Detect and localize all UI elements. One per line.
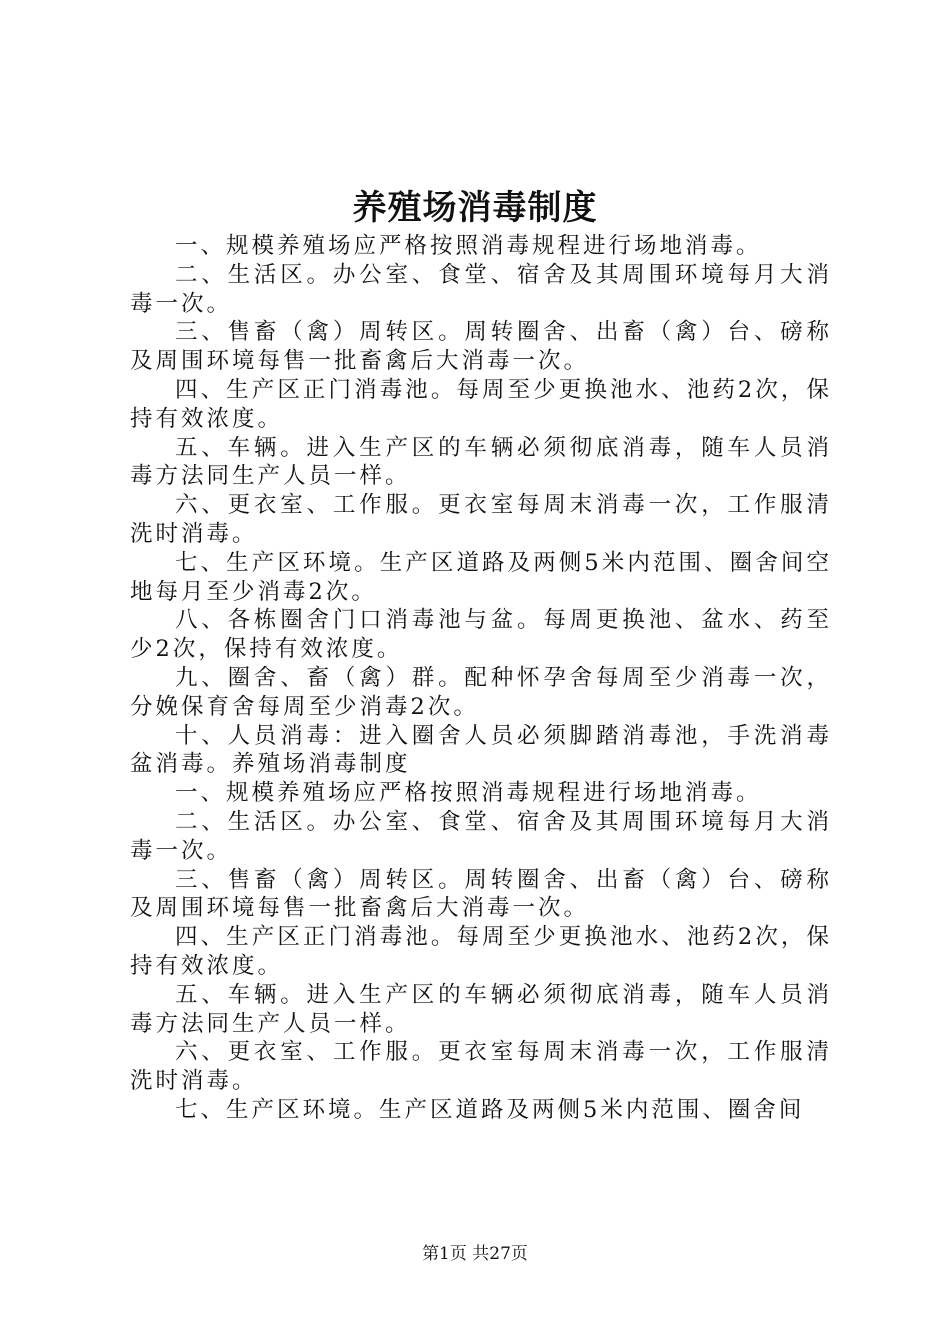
paragraph: 三、售畜（禽）周转区。周转圈舍、出畜（禽）台、磅称及周围环境每售一批畜禽后大消毒一次。 (130, 319, 832, 375)
paragraph: 十、人员消毒：进入圈舍人员必须脚踏消毒池，手洗消毒盆消毒。养殖场消毒制度 (130, 722, 832, 778)
paragraph: 一、规模养殖场应严格按照消毒规程进行场地消毒。 (175, 780, 762, 807)
paragraph: 二、生活区。办公室、食堂、宿舍及其周围环境每月大消毒一次。 (130, 261, 832, 317)
page-number-footer: 第1页 共27页 (422, 1244, 528, 1264)
paragraph: 四、生产区正门消毒池。每周至少更换池水、池药2次，保持有效浓度。 (130, 376, 832, 432)
paragraph: 三、售畜（禽）周转区。周转圈舍、出畜（禽）台、磅称及周围环境每售一批畜禽后大消毒一次。 (130, 866, 832, 922)
document-title: 养殖场消毒制度 (352, 188, 598, 228)
paragraph: 二、生活区。办公室、食堂、宿舍及其周围环境每月大消毒一次。 (130, 808, 832, 864)
paragraph: 七、生产区环境。生产区道路及两侧5米内范围、圈舍间 (175, 1096, 805, 1123)
paragraph: 九、圈舍、畜（禽）群。配种怀孕舍每周至少消毒一次，分娩保育舍每周至少消毒2次。 (130, 664, 832, 720)
paragraph: 五、车辆。进入生产区的车辆必须彻底消毒，随车人员消毒方法同生产人员一样。 (130, 434, 832, 490)
paragraph: 八、各栋圈舍门口消毒池与盆。每周更换池、盆水、药至少2次，保持有效浓度。 (130, 607, 832, 663)
paragraph: 六、更衣室、工作服。更衣室每周末消毒一次，工作服清洗时消毒。 (130, 492, 832, 547)
paragraph: 一、规模养殖场应严格按照消毒规程进行场地消毒。 (175, 233, 762, 259)
paragraph: 四、生产区正门消毒池。每周至少更换池水、池药2次，保持有效浓度。 (130, 924, 832, 979)
paragraph: 七、生产区环境。生产区道路及两侧5米内范围、圈舍间空地每月至少消毒2次。 (130, 549, 832, 605)
paragraph: 六、更衣室、工作服。更衣室每周末消毒一次，工作服清洗时消毒。 (130, 1039, 832, 1095)
document-body (130, 232, 832, 1125)
paragraph: 五、车辆。进入生产区的车辆必须彻底消毒，随车人员消毒方法同生产人员一样。 (130, 981, 832, 1037)
